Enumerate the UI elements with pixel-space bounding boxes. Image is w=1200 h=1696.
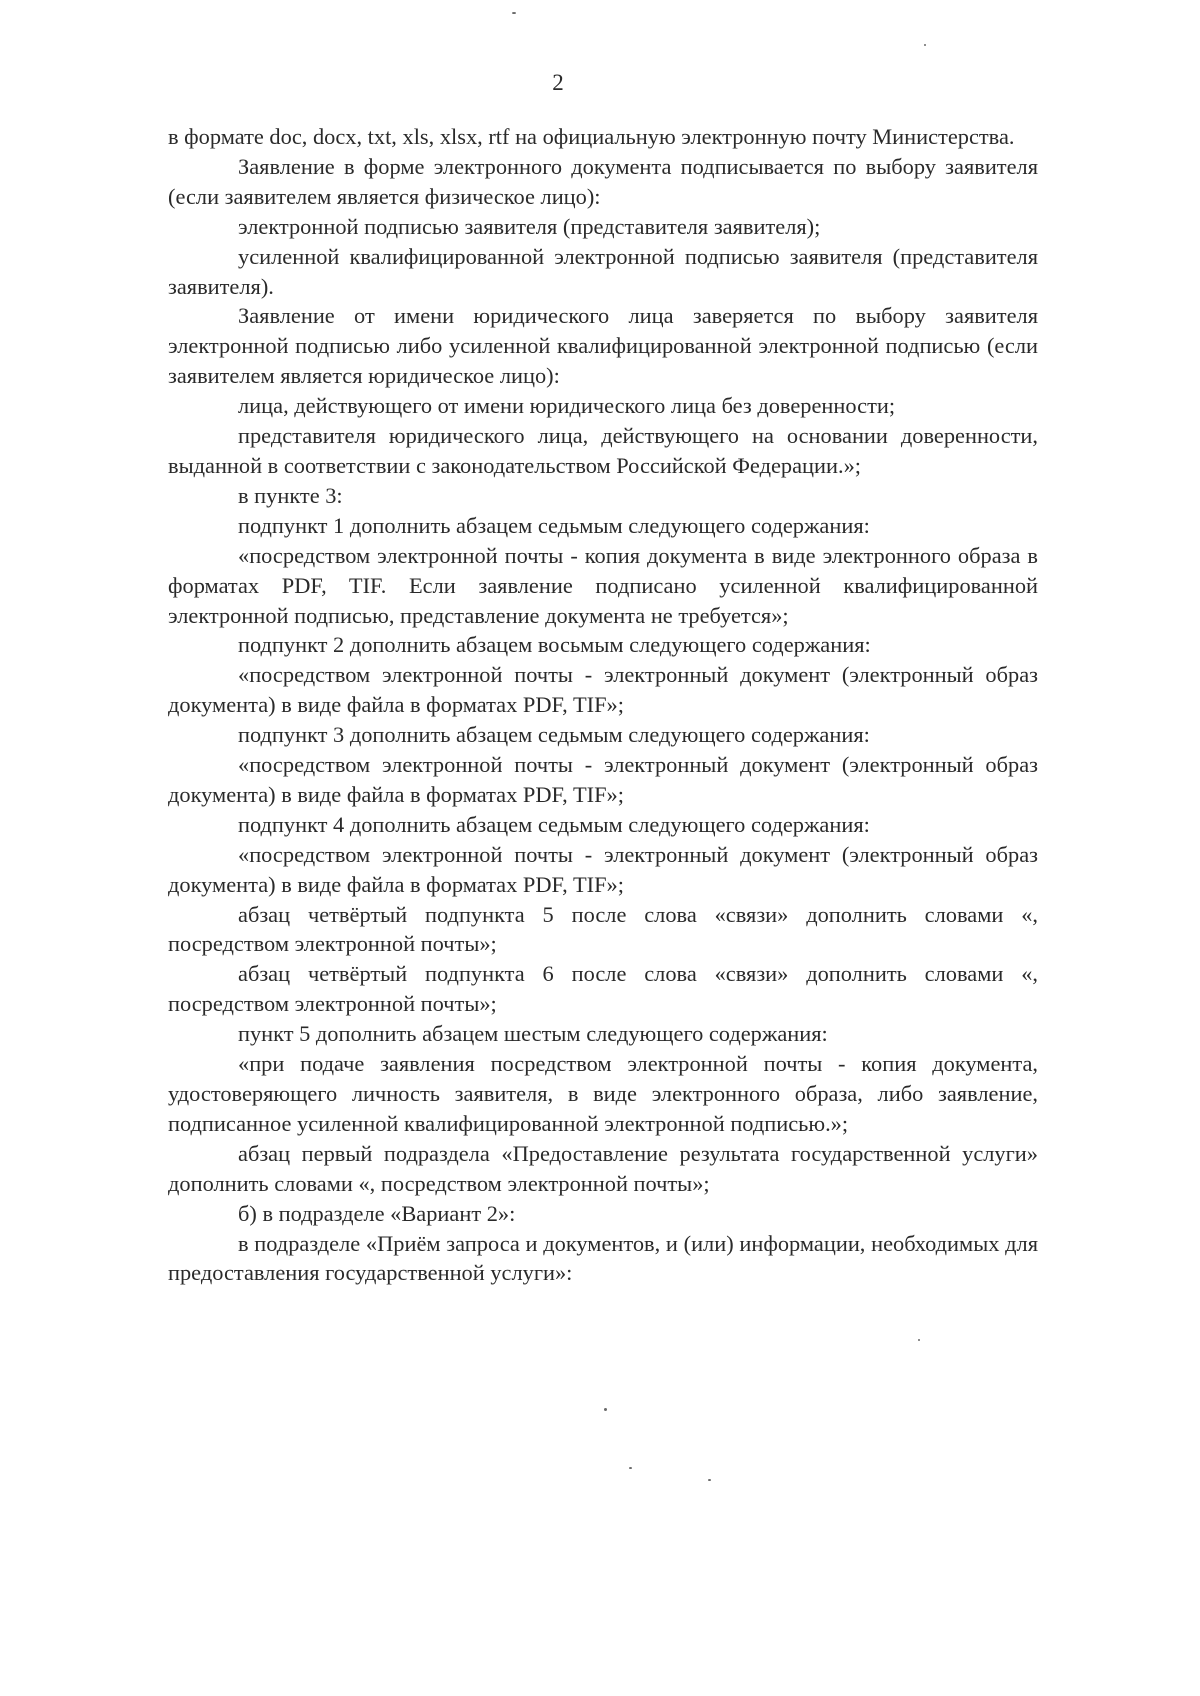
page-number: 2 [552,70,564,95]
scan-speck [708,1479,711,1481]
paragraph: «посредством электронной почты - электронный документ (электронный образ документа) в виде файла в форматах PDF, TIF»; [168,662,1038,718]
paragraph: в пункте 3: [238,482,343,508]
scan-speck [918,1339,920,1341]
document-body [168,122,1038,1288]
paragraph: электронной подписью заявителя (представителя заявителя); [238,213,821,239]
scan-speck [512,12,516,14]
paragraph: Заявление в форме электронного документа подписывается по выбору заявителя (если заявителем является физическое лицо): [168,153,1038,209]
paragraph: подпункт 2 дополнить абзацем восьмым следующего содержания: [238,632,871,658]
paragraph: подпункт 3 дополнить абзацем седьмым следующего содержания: [238,722,870,748]
paragraph: в подразделе «Приём запроса и документов, и (или) информации, необходимых для предоставления государственной услуги»: [168,1230,1038,1286]
paragraph: подпункт 4 дополнить абзацем седьмым следующего содержания: [238,811,870,837]
paragraph: лица, действующего от имени юридического лица без доверенности; [238,393,896,419]
paragraph: абзац четвёртый подпункта 6 после слова «связи» дополнить словами «, посредством электронной почты»; [168,961,1038,1017]
scan-speck [629,1467,632,1469]
paragraph: Заявление от имени юридического лица заверяется по выбору заявителя электронной подписью либо усиленной квалифицированной электронной подписью (если заявителем является юридическое лицо): [168,303,1038,389]
paragraph: представителя юридического лица, действующего на основании доверенности, выданной в соответствии с законодательством Российской Федерации.»; [168,423,1038,478]
scan-speck [604,1408,607,1411]
paragraph: пункт 5 дополнить абзацем шестым следующего содержания: [238,1021,828,1047]
scan-speck [924,44,926,46]
paragraph: «при подаче заявления посредством электронной почты - копия документа, удостоверяющего личность заявителя, в виде электронного образа, либо заявление, подписанное усиленной квалифицированной электронной подписью.»; [168,1051,1038,1136]
paragraph: «посредством электронной почты - электронный документ (электронный образ документа) в виде файла в форматах PDF, TIF»; [168,841,1038,897]
paragraph: абзац четвёртый подпункта 5 после слова «связи» дополнить словами «, посредством электронной почты»; [168,901,1038,957]
paragraph: «посредством электронной почты - электронный документ (электронный образ документа) в виде файла в форматах PDF, TIF»; [168,752,1038,807]
paragraph: «посредством электронной почты - копия документа в виде электронного образа в форматах PDF, TIF. Если заявление подписано усиленной квалифицированной электронной подписью, представление документа не требуется»; [168,542,1038,628]
paragraph-continuation: в формате doc, docx, txt, xls, xlsx, rtf на официальную электронную почту Министерства. [168,124,1015,149]
paragraph: абзац первый подраздела «Предоставление результата государственной услуги» дополнить словами «, посредством электронной почты»; [168,1140,1038,1196]
paragraph: б) в подразделе «Вариант 2»: [238,1200,516,1226]
paragraph: подпункт 1 дополнить абзацем седьмым следующего содержания: [238,512,870,538]
paragraph: усиленной квалифицированной электронной подписью заявителя (представителя заявителя). [168,243,1038,299]
